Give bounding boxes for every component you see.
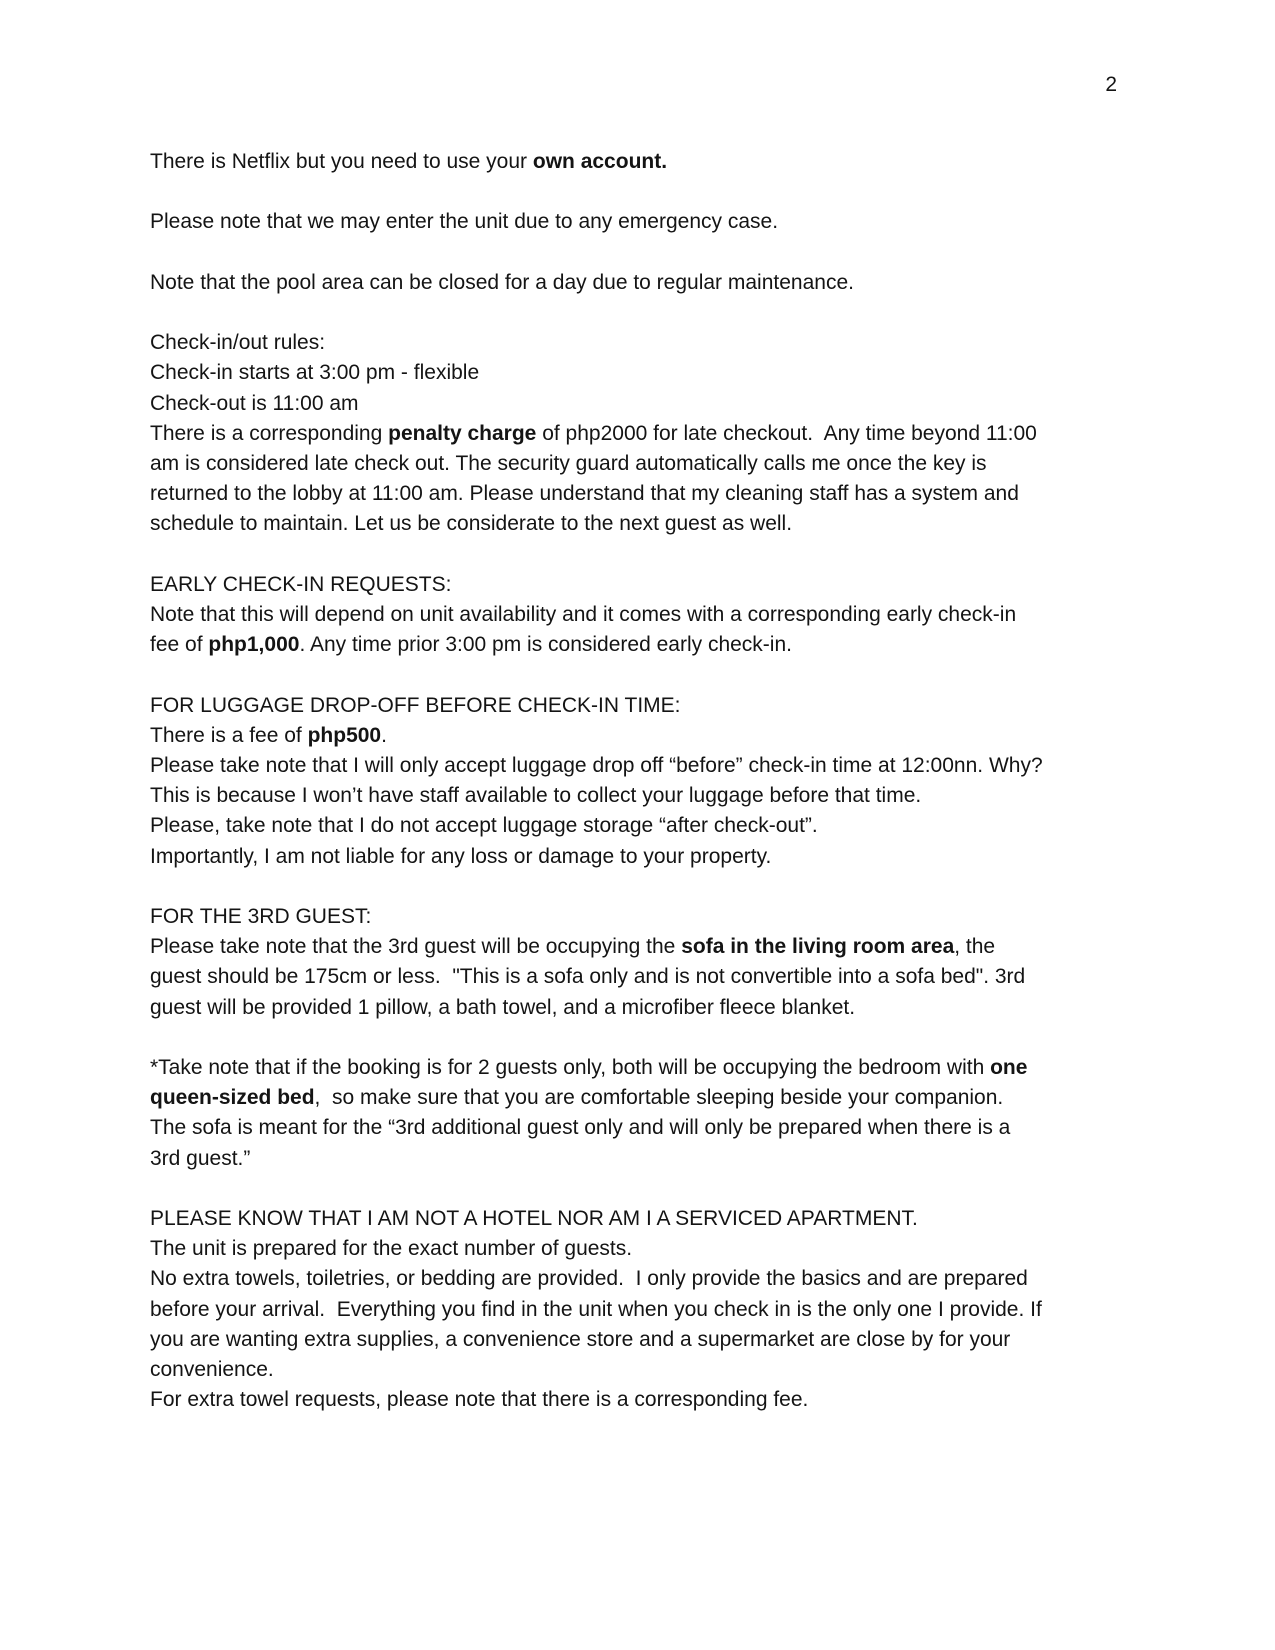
convenience: convenience. — [150, 1358, 274, 1381]
early-checkin-availability: Note that this will depend on unit availability and it comes with a corresponding early check-in — [150, 602, 1017, 626]
early-checkin-fee: fee of php1,000. Any time prior 3:00 pm is considered early check-in. — [150, 633, 792, 657]
emergency-note: Please note that we may enter the unit due to any emergency case. — [150, 210, 779, 234]
considerate-line: schedule to maintain. Let us be considerate to the next guest as well. — [150, 512, 793, 536]
queen-sized-bed: queen-sized bed — [150, 1086, 315, 1110]
luggage-liability: Importantly, I am not liable for any loss or damage to your property. — [150, 844, 772, 868]
netflix-note: There is Netflix but you need to use your own account. — [150, 150, 668, 173]
two-guests-bedroom: *Take note that if the booking is for 2 guests only, both will be occupying the bedroom with one — [150, 1055, 1028, 1079]
checkout-time: Check-out is 11:00 am — [150, 391, 359, 415]
third-guest-height: guest should be 175cm or less. "This is a sofa only and is not convertible into a sofa bed". 3rd — [150, 965, 1026, 989]
two-guests-bed: queen-sized bed, so make sure that you are comfortable sleeping beside your companion. — [150, 1086, 1004, 1110]
checkin-time: Check-in starts at 3:00 pm - flexible — [150, 361, 480, 385]
sofa-living-room: sofa in the living room area — [681, 935, 955, 959]
luggage-staff: This is because I won’t have staff available to collect your luggage before that time. — [150, 784, 922, 808]
extra-towel-fee: For extra towel requests, please note that there is a corresponding fee. — [150, 1388, 809, 1412]
third-guest-sofa: Please take note that the 3rd guest will be occupying the sofa in the living room area, the — [150, 935, 996, 959]
store-nearby: you are wanting extra supplies, a convenience store and a supermarket are close by for your — [150, 1327, 1011, 1351]
early-checkin-amount: php1,000 — [208, 633, 300, 657]
third-guest-heading: FOR THE 3RD GUEST: — [150, 904, 372, 928]
late-checkout-line: am is considered late check out. The security guard automatically calls me once the key is — [150, 451, 987, 475]
pool-note: Note that the pool area can be closed for a day due to regular maintenance. — [150, 270, 854, 294]
luggage-fee-amount: php500 — [307, 723, 382, 747]
penalty-line: There is a corresponding penalty charge of php2000 for late checkout. Any time beyond 11:00 — [150, 421, 1037, 445]
sofa-purpose: The sofa is meant for the “3rd additional guest only and will only be prepared when there is a — [150, 1116, 1011, 1140]
document-body — [150, 147, 1130, 1415]
penalty-charge: penalty charge — [388, 421, 537, 445]
netflix-own-account: own account. — [532, 150, 668, 173]
sofa-purpose-end: 3rd guest.” — [150, 1146, 251, 1170]
early-checkin-heading: EARLY CHECK-IN REQUESTS: — [150, 572, 452, 596]
arrival-supplies: before your arrival. Everything you find in the unit when you check in is the only one I provide. If — [150, 1297, 1042, 1321]
luggage-fee: There is a fee of php500. — [150, 723, 387, 747]
third-guest-provisions: guest will be provided 1 pillow, a bath towel, and a microfiber fleece blanket. — [150, 995, 856, 1019]
luggage-heading: FOR LUGGAGE DROP-OFF BEFORE CHECK-IN TIME: — [150, 693, 681, 717]
not-hotel-heading: PLEASE KNOW THAT I AM NOT A HOTEL NOR AM I A SERVICED APARTMENT. — [150, 1206, 918, 1230]
page-number: 2 — [1105, 73, 1117, 96]
no-extras: No extra towels, toiletries, or bedding are provided. I only provide the basics and are prepared — [150, 1267, 1028, 1291]
luggage-dropoff-time: Please take note that I will only accept luggage drop off “before” check-in time at 12:00nn. Why? — [150, 753, 1043, 777]
checkin-rules-heading: Check-in/out rules: — [150, 331, 326, 355]
unit-prepared: The unit is prepared for the exact number of guests. — [150, 1237, 633, 1261]
security-guard-line: returned to the lobby at 11:00 am. Please understand that my cleaning staff has a system and — [150, 482, 1019, 506]
luggage-storage: Please, take note that I do not accept luggage storage “after check-out”. — [150, 814, 818, 838]
